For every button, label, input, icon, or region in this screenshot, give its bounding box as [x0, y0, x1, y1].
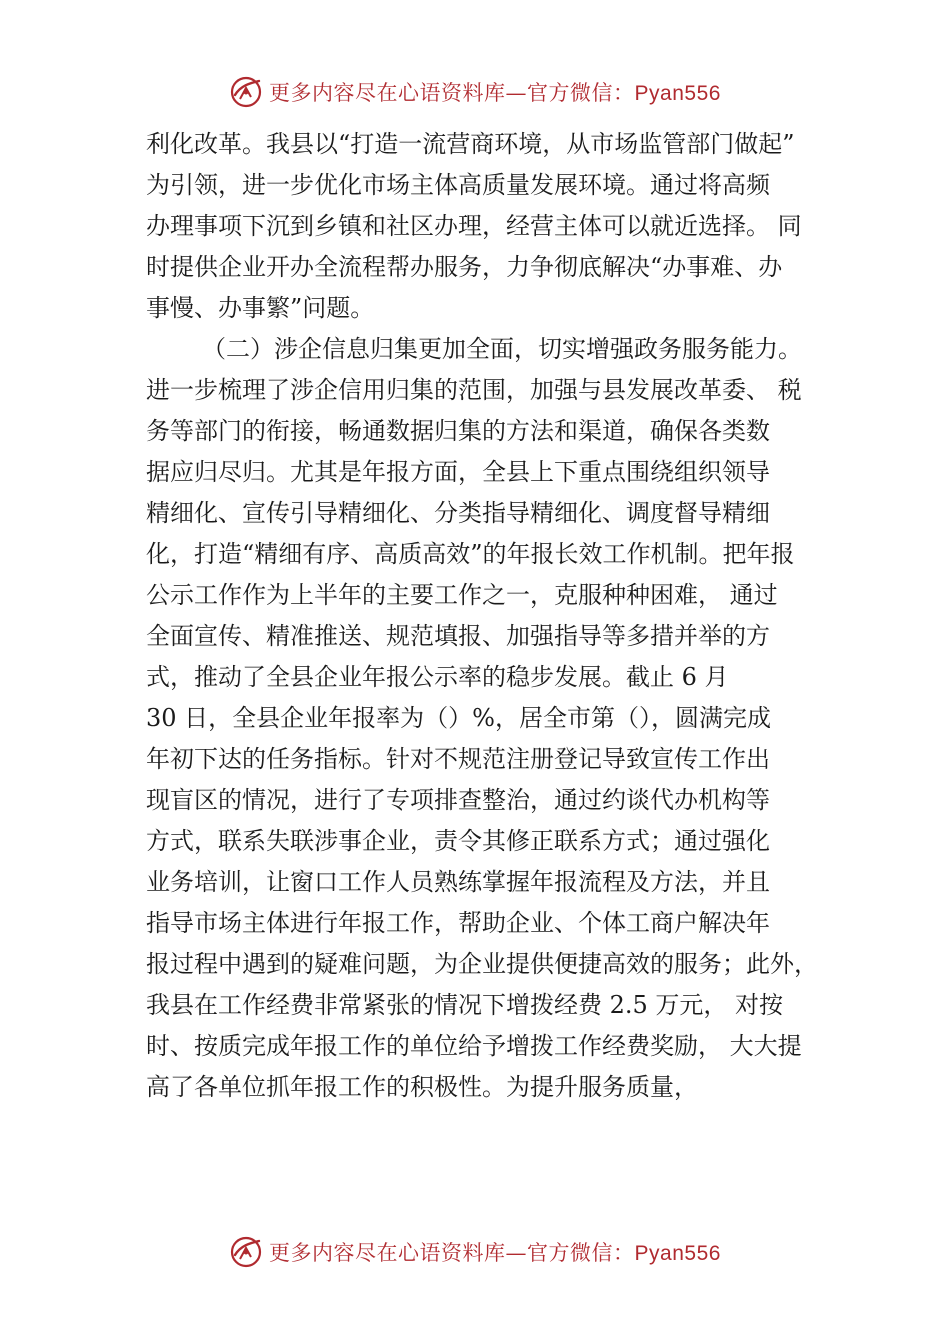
body-line: 办理事项下沉到乡镇和社区办理，经营主体可以就近选择。 同 [146, 212, 802, 240]
body-line: 全面宣传、精准推送、规范填报、加强指导等多措并举的方 [146, 622, 770, 650]
body-line: 务等部门的衔接，畅通数据归集的方法和渠道，确保各类数 [146, 417, 770, 445]
footer-banner-text [269, 1237, 721, 1267]
footer-banner [0, 1230, 950, 1274]
header-banner-text [269, 77, 721, 107]
body-line: 我县在工作经费非常紧张的情况下增拨经费 2.5 万元， 对按 [146, 991, 784, 1019]
body-line: 为引领，进一步优化市场主体高质量发展环境。通过将高频 [146, 171, 770, 199]
footer-banner-label: 更多内容尽在心语资料库—官方微信： [269, 1241, 635, 1265]
document-body [146, 124, 836, 1108]
logo-icon [229, 75, 263, 109]
body-line: 报过程中遇到的疑难问题，为企业提供便捷高效的服务；此外， [146, 950, 818, 978]
section-heading: （二）涉企信息归集更加全面，切实增强政务服务能力。 [202, 335, 802, 363]
body-line: 年初下达的任务指标。针对不规范注册登记导致宣传工作出 [146, 745, 770, 773]
body-line: 指导市场主体进行年报工作，帮助企业、个体工商户解决年 [146, 909, 770, 937]
body-line: 精细化、宣传引导精细化、分类指导精细化、调度督导精细 [146, 499, 770, 527]
footer-wechat-handle: Pyan556 [634, 1242, 721, 1265]
body-line: 化，打造“精细有序、高质高效”的年报长效工作机制。把年报 [146, 540, 795, 568]
header-banner-label: 更多内容尽在心语资料库—官方微信： [269, 81, 635, 105]
body-line: 式，推动了全县企业年报公示率的稳步发展。截止 6 月 [146, 663, 729, 691]
logo-icon [229, 1235, 263, 1269]
body-line: 利化改革。我县以“打造一流营商环境，从市场监管部门做起” [146, 130, 795, 158]
header-banner [0, 70, 950, 114]
body-line: 事慢、办事繁”问题。 [146, 294, 375, 322]
body-line: 据应归尽归。尤其是年报方面，全县上下重点围绕组织领导 [146, 458, 770, 486]
body-line: 业务培训，让窗口工作人员熟练掌握年报流程及方法，并且 [146, 868, 770, 896]
body-line: 进一步梳理了涉企信用归集的范围，加强与县发展改革委、 税 [146, 376, 802, 404]
body-line: 高了各单位抓年报工作的积极性。为提升服务质量， [146, 1073, 698, 1101]
body-line: 时提供企业开办全流程帮办服务，力争彻底解决“办事难、办 [146, 253, 783, 281]
header-wechat-handle: Pyan556 [634, 82, 721, 105]
body-line: 时、按质完成年报工作的单位给予增拨工作经费奖励， 大大提 [146, 1032, 802, 1060]
body-line: 方式，联系失联涉事企业，责令其修正联系方式；通过强化 [146, 827, 770, 855]
body-line: 30 日，全县企业年报率为（）%，居全市第（），圆满完成 [146, 704, 771, 732]
body-line: 现盲区的情况，进行了专项排查整治，通过约谈代办机构等 [146, 786, 770, 814]
body-line: 公示工作作为上半年的主要工作之一，克服种种困难， 通过 [146, 581, 778, 609]
